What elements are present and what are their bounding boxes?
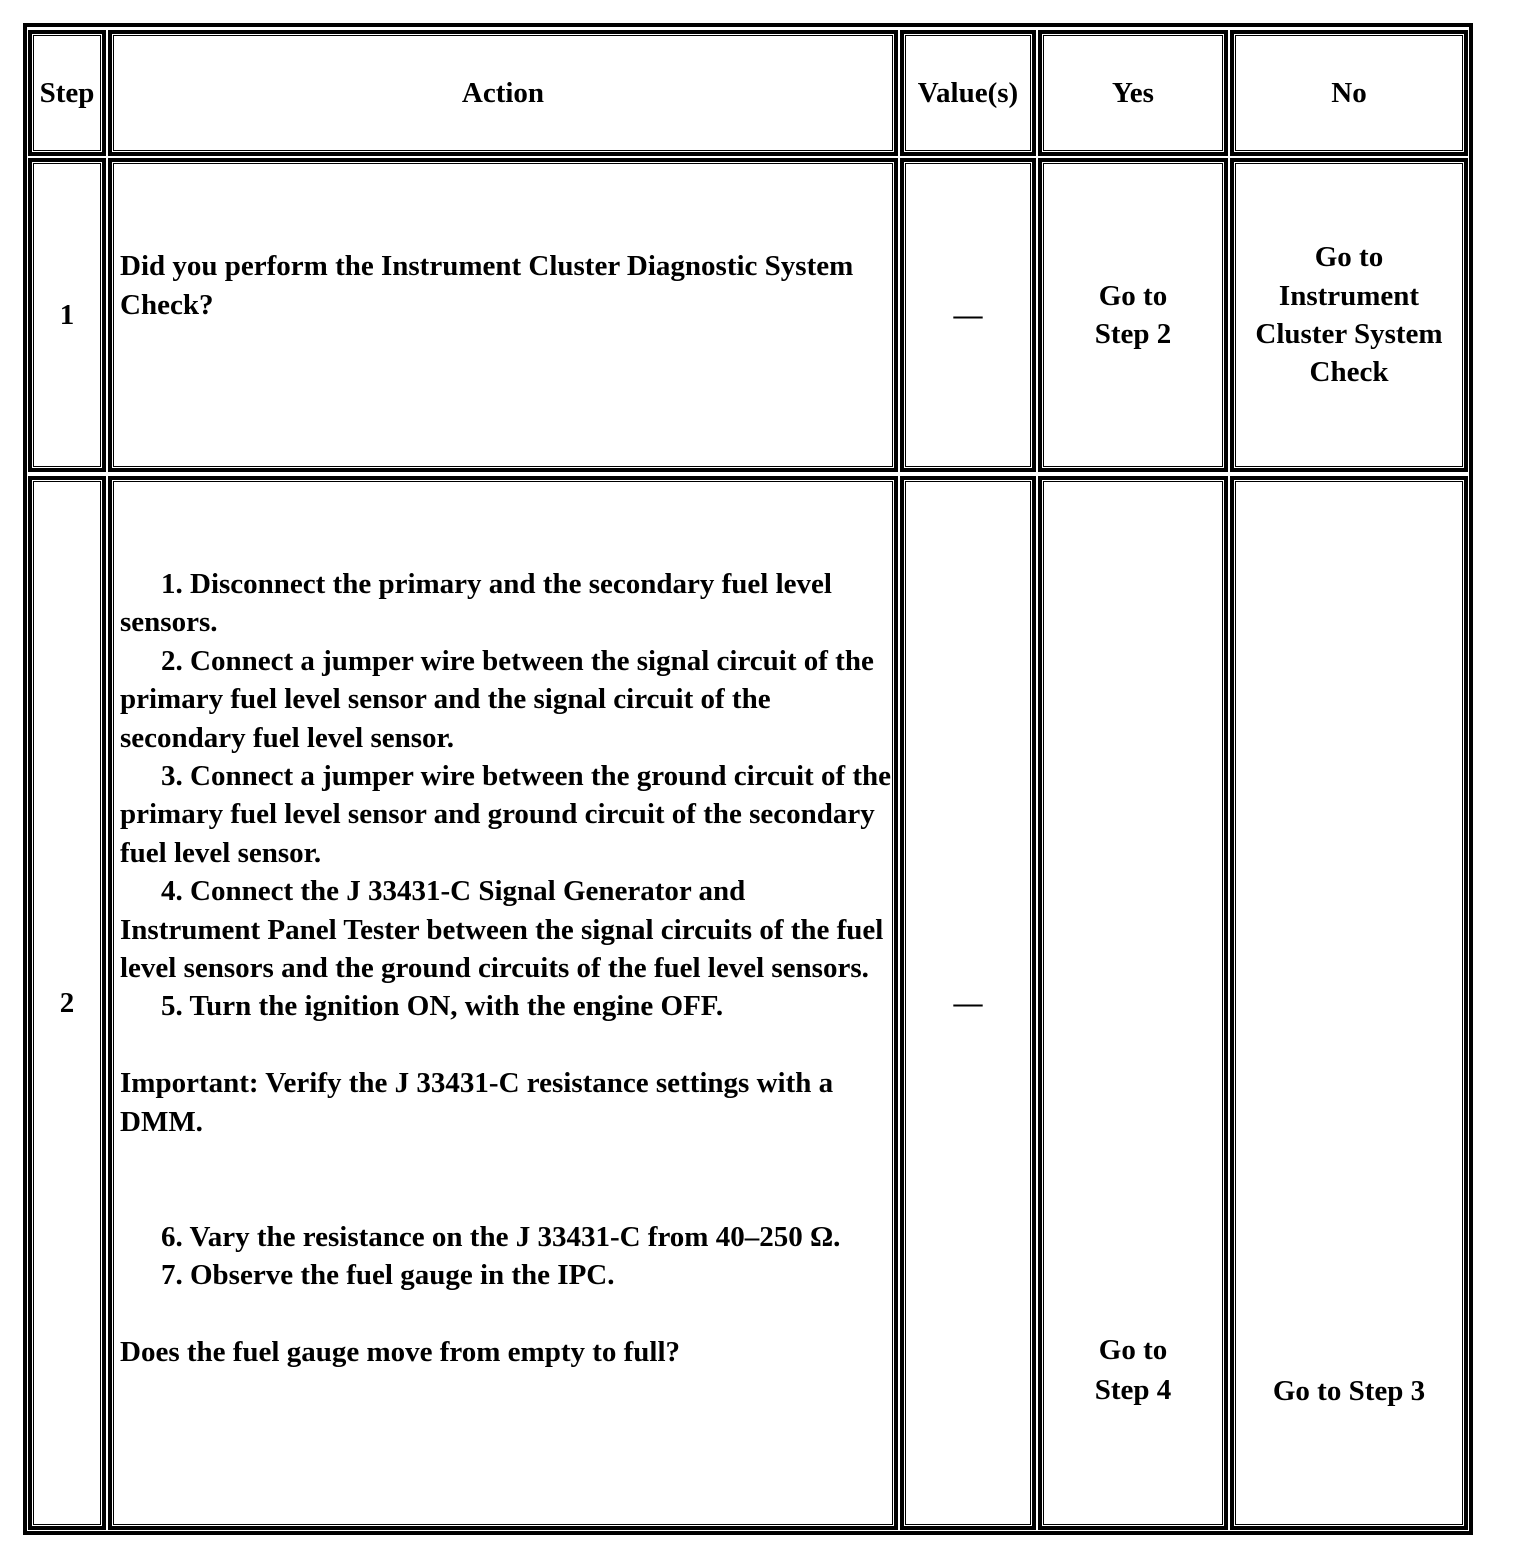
row-1-step-number: 1 (59, 298, 75, 331)
action-step-4: 4. Connect the J 33431-C Signal Generator and Instrument Panel Tester between the signal circuits of the fuel level sensors and the ground circuits of the fuel level sensors. (120, 875, 884, 985)
row-1-action-text: Did you perform the Instrument Cluster Diagnostic System Check? (120, 250, 854, 321)
row-2-values (900, 476, 1036, 1530)
row-1-values (900, 158, 1036, 472)
row-1-step (28, 158, 106, 472)
important-note: Important: Verify the J 33431-C resistance settings with a DMM. (120, 1067, 834, 1138)
row-1-yes-line-2: Step 2 (1094, 318, 1172, 350)
row-1-action (108, 158, 898, 472)
action-step-1: 1. Disconnect the primary and the secondary fuel level sensors. (120, 568, 832, 639)
action-step-3: 3. Connect a jumper wire between the ground circuit of the primary fuel level sensor and ground circuit of the secondary fuel level sensor. (120, 760, 892, 869)
row-2-question: Does the fuel gauge move from empty to full? (120, 1336, 681, 1369)
header-step (28, 30, 106, 156)
row-2-yes-line-1: Go to (1098, 1334, 1168, 1366)
row-1-no-line-3: Cluster System (1255, 318, 1443, 350)
row-2-values-text: — (953, 986, 983, 1019)
row-2-action (108, 476, 898, 1530)
row-2-action-text (120, 565, 892, 1372)
row-2-step-number: 2 (59, 986, 75, 1019)
row-1-yes-line-1: Go to (1098, 279, 1168, 312)
row-2-yes (1038, 476, 1228, 1530)
header-step-label: Step (39, 76, 95, 109)
row-2-no (1230, 476, 1468, 1530)
row-1-no-line-1: Go to (1314, 241, 1384, 274)
header-values-label: Value(s) (917, 76, 1019, 109)
row-2-yes-line-2: Step 4 (1094, 1374, 1172, 1406)
row-1-no (1230, 158, 1468, 472)
action-step-2: 2. Connect a jumper wire between the signal circuit of the primary fuel level sensor and the signal circuit of the secondary fuel level sensor. (120, 644, 874, 754)
header-yes (1038, 30, 1228, 156)
header-action-label: Action (461, 76, 545, 109)
action-step-6: 6. Vary the resistance on the J 33431-C from 40–250 Ω. (161, 1221, 841, 1254)
row-2-step (28, 476, 106, 1530)
row-1-yes (1038, 158, 1228, 472)
action-step-5: 5. Turn the ignition ON, with the engine OFF. (161, 990, 724, 1023)
header-no (1230, 30, 1468, 156)
row-1-no-line-2: Instrument (1278, 279, 1420, 312)
row-1-values-text: — (953, 298, 983, 331)
row-2-no-text: Go to Step 3 (1272, 1375, 1426, 1407)
row-2-yes-text (1042, 1330, 1224, 1410)
header-values (900, 30, 1036, 156)
row-1-no-line-4: Check (1309, 356, 1389, 389)
header-no-label: No (1331, 76, 1367, 109)
action-step-7: 7. Observe the fuel gauge in the IPC. (161, 1259, 615, 1292)
header-yes-label: Yes (1112, 76, 1154, 109)
header-action (108, 30, 898, 156)
